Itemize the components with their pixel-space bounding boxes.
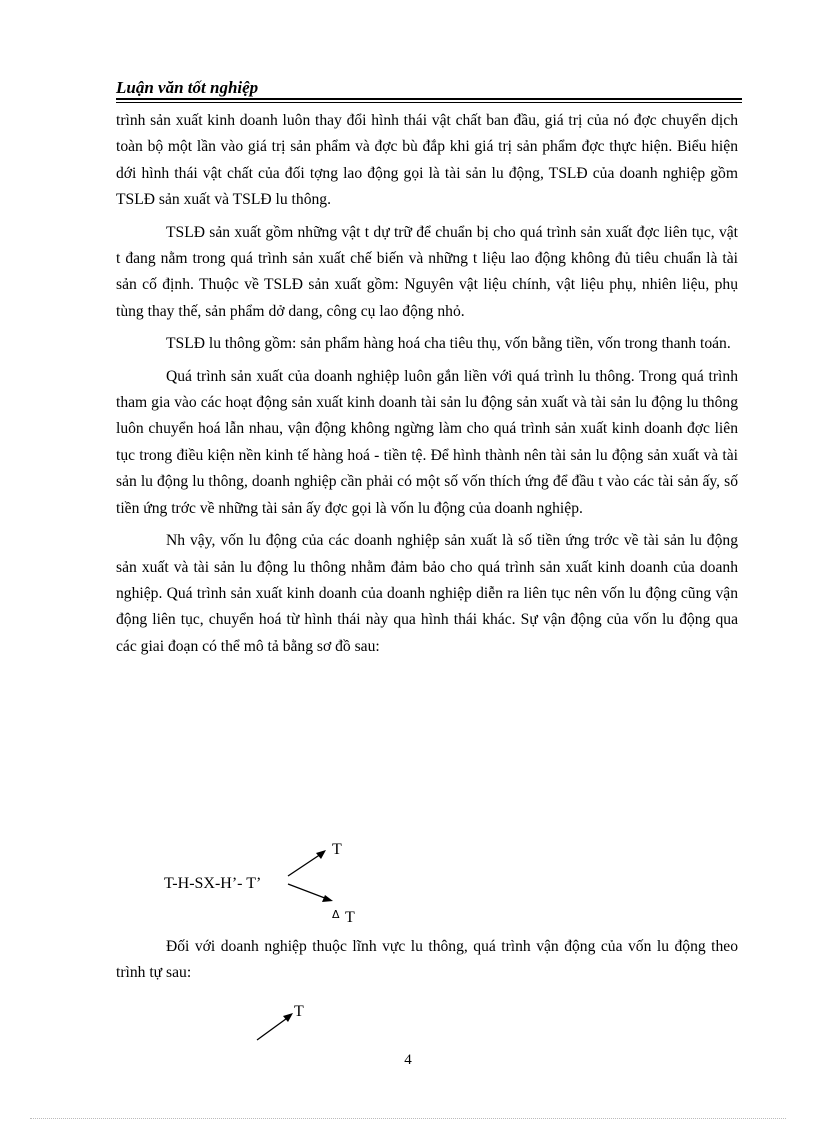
header-rule-thin (116, 102, 742, 103)
arrow-up-head (316, 850, 326, 859)
paragraph: Quá trình sản xuất của doanh nghiệp luôn gắn liền với quá trình lu thông. Trong quá trình tham gia vào các hoạt động sản xuất kinh doanh tài sản lu động sản xuất và tài sản lu động lu thông luôn chuyển hoá lẫn nhau, vận động không ngừng làm cho quá trình sản xuất kinh doanh đợc liên tục trong điều kiện nền kinh tế hàng hoá - tiền tệ. Để hình thành nên tài sản lu động sản xuất và tài sản lu động lu thông, doanh nghiệp cần phải có một số vốn thích ứng để đầu t vào các tài sản ấy, số tiền ứng trớc về những tài sản ấy đợc gọi là vốn lu động của doanh nghiệp. (116, 367, 738, 517)
paragraph: trình sản xuất kinh doanh luôn thay đổi hình thái vật chất ban đầu, giá trị của nó đợc chuyển dịch toàn bộ một lần vào giá trị sản phẩm và đợc bù đắp khi giá trị sản phẩm đợc thực hiện. Biểu hiện dới hình thái vật chất của đối tợng lao động gọi là tài sản lu động, TSLĐ của doanh nghiệp gồm TSLĐ sản xuất và TSLĐ lu thông. (116, 112, 738, 209)
paragraph: Nh vậy, vốn lu động của các doanh nghiệp sản xuất là số tiền ứng trớc về tài sản lu động sản xuất và tài sản lu động lu thông nhằm đảm bảo cho quá trình sản xuất kinh doanh của doanh nghiệp. Quá trình sản xuất kinh doanh của doanh nghiệp diễn ra liên tục nên vốn lu động cũng vận động liên tục, chuyển hoá từ hình thái này qua hình thái khác. Sự vận động của vốn lu động qua các giai đoạn có thể mô tả bằng sơ đồ sau: (116, 532, 738, 655)
capital-flow-diagram (150, 838, 410, 928)
document-body-continued (116, 934, 738, 993)
diagram-formula: T-H-SX-H’- T’ (164, 875, 262, 892)
arrow-up (257, 1016, 290, 1040)
paragraph: TSLĐ sản xuất gồm những vật t dự trữ để chuẩn bị cho quá trình sản xuất đợc liên tục, vật t đang nằm trong quá trình sản xuất chế biến và những t liệu lao động không đủ tiêu chuẩn là tài sản cố định. Thuộc về TSLĐ sản xuất gồm: Nguyên vật liệu chính, vật liệu phụ, nhiên liệu, phụ tùng thay thế, sản phẩm dở dang, công cụ lao động nhỏ. (116, 223, 738, 320)
diagram2-top-label: T (294, 1003, 304, 1020)
paragraph: Đối với doanh nghiệp thuộc lĩnh vực lu thông, quá trình vận động của vốn lu động theo trình tự sau: (116, 938, 738, 982)
document-header: Luận văn tốt nghiệp (116, 78, 259, 97)
diagram-top-label: T (332, 841, 342, 858)
paragraph: TSLĐ lu thông gồm: sản phẩm hàng hoá cha tiêu thụ, vốn bằng tiền, vốn trong thanh toán. (166, 335, 731, 353)
diagram-bottom-label: T (345, 909, 355, 926)
footer-dotted-line (30, 1118, 786, 1119)
diagram-delta: Δ (332, 908, 340, 921)
document-body (116, 108, 738, 666)
page-number: 4 (404, 1052, 412, 1068)
arrow-down-head (322, 895, 333, 902)
arrow-down (288, 884, 330, 900)
circulation-flow-diagram (250, 1000, 330, 1045)
header-rule-thick (116, 98, 742, 100)
